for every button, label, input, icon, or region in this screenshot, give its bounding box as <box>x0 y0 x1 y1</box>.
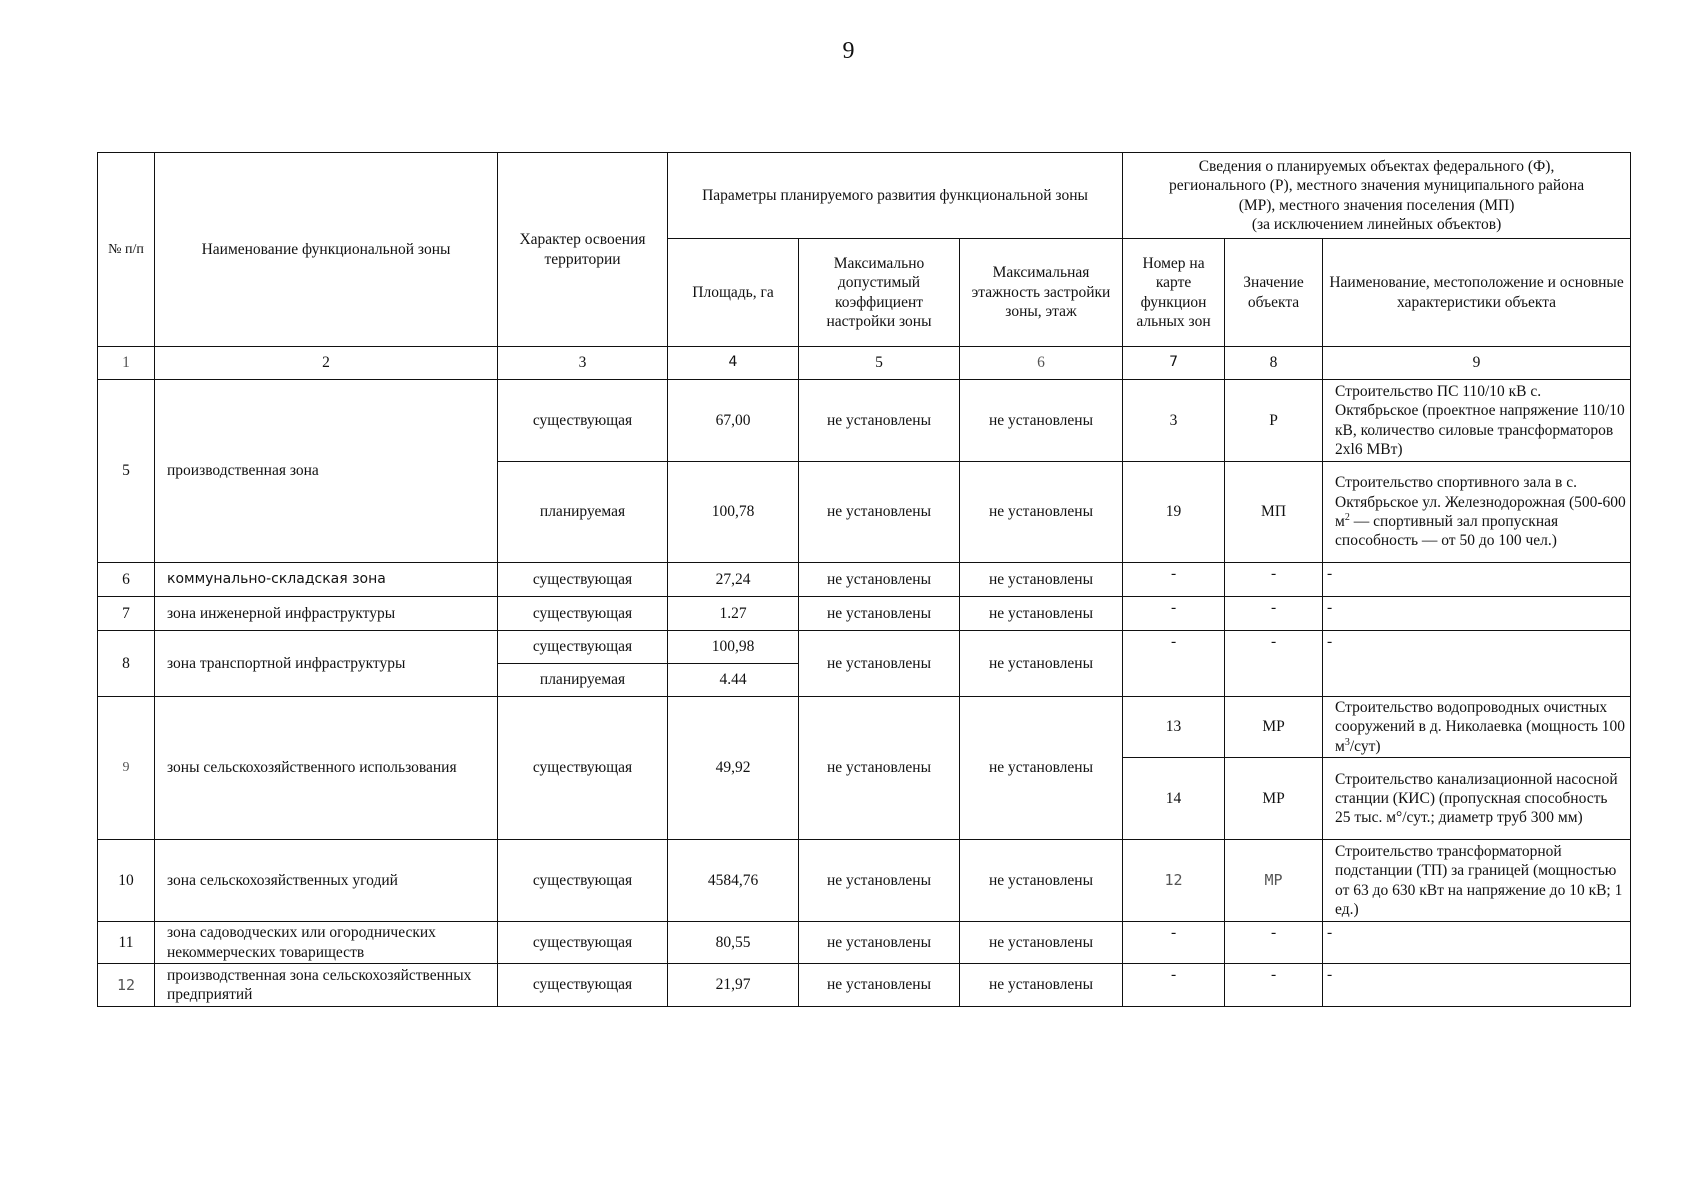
table-row <box>98 922 1631 964</box>
map-number: - <box>1123 922 1225 964</box>
object-significance: - <box>1225 964 1323 1007</box>
header-col-number: № п/п <box>98 153 155 347</box>
object-text: Строительство водопроводных очистных сооружений в д. Николаевка (мощность 100 м <box>1335 699 1626 755</box>
header-object-significance: Значение объекта <box>1225 239 1323 347</box>
object-significance: - <box>1225 597 1323 631</box>
column-number: 7 <box>1123 347 1225 380</box>
object-description: Строительство трансформаторной подстанции (ТП) за границей (мощностью от 63 до 630 кВт на напряжение до 10 кВ; 1 ед.) <box>1323 840 1631 922</box>
map-number: 14 <box>1123 758 1225 840</box>
territory-character: существующая <box>498 380 668 462</box>
header-max-coefficient: Максимально допустимый коэффициент настройки зоны <box>799 239 960 347</box>
coefficient-value: не установлены <box>799 922 960 964</box>
coefficient-value: не установлены <box>799 597 960 631</box>
object-description: - <box>1323 563 1631 597</box>
object-description: Строительство ПС 110/10 кВ с. Октябрьское (проектное напряжение 110/10 кВ, количество силовые трансформаторов 2xl6 МВт) <box>1323 380 1631 462</box>
floors-value: не установлены <box>960 597 1123 631</box>
column-number: 8 <box>1225 347 1323 380</box>
floors-value: не установлены <box>960 964 1123 1007</box>
row-number: 10 <box>98 840 155 922</box>
header-planned-objects-line2: регионального (Р), местного значения муниципального района <box>1168 177 1585 195</box>
map-number: - <box>1123 964 1225 1007</box>
header-max-floors: Максимальная этажность застройки зоны, этаж <box>960 239 1123 347</box>
territory-character: существующая <box>498 922 668 964</box>
row-number: 5 <box>98 380 155 563</box>
header-zone-name: Наименование функциональной зоны <box>155 153 498 347</box>
row-number: 9 <box>98 697 155 840</box>
territory-character: существующая <box>498 697 668 840</box>
header-map-number: Номер на карте функцион альных зон <box>1123 239 1225 347</box>
column-number: 9 <box>1323 347 1631 380</box>
coefficient-value: не установлены <box>799 697 960 840</box>
column-number: 4 <box>668 347 799 380</box>
object-significance: Р <box>1225 380 1323 462</box>
map-number: 12 <box>1123 840 1225 922</box>
superscript: 3 <box>1344 736 1350 748</box>
territory-character: существующая <box>498 563 668 597</box>
map-number: - <box>1123 631 1225 697</box>
object-description: - <box>1323 631 1631 697</box>
header-planned-objects <box>1123 153 1631 239</box>
territory-character: существующая <box>498 597 668 631</box>
coefficient-value: не установлены <box>799 563 960 597</box>
column-number: 5 <box>799 347 960 380</box>
zone-name: зона садоводческих или огороднических некоммерческих товариществ <box>155 922 498 964</box>
object-significance: МР <box>1225 697 1323 758</box>
object-description: Строительство канализационной насосной станции (КИС) (пропускная способность 25 тыс. м°/сут.; диаметр труб 300 мм) <box>1323 758 1631 840</box>
table-row <box>98 380 1631 462</box>
area-value: 67,00 <box>668 380 799 462</box>
table-row <box>98 563 1631 597</box>
territory-character: существующая <box>498 631 668 664</box>
header-row-1 <box>98 153 1631 239</box>
header-area: Площадь, га <box>668 239 799 347</box>
floors-value: не установлены <box>960 840 1123 922</box>
header-planned-objects-line1: Сведения о планируемых объектах федерального (Ф), <box>1198 157 1555 175</box>
header-object-description: Наименование, местоположение и основные характеристики объекта <box>1323 239 1631 347</box>
zone-name: производственная зона <box>155 380 498 563</box>
floors-value: не установлены <box>960 922 1123 964</box>
object-significance: - <box>1225 631 1323 697</box>
header-planned-objects-line3: (МР), местного значения поселения (МП) <box>1238 196 1515 214</box>
area-value: 100,98 <box>668 631 799 664</box>
table-row <box>98 597 1631 631</box>
floors-value: не установлены <box>960 563 1123 597</box>
object-text: — спортивный зал пропускная способность — от 50 до 100 чел.) <box>1335 513 1559 550</box>
object-description: - <box>1323 964 1631 1007</box>
page-number: 9 <box>842 38 855 64</box>
area-value: 27,24 <box>668 563 799 597</box>
column-number: 1 <box>98 347 155 380</box>
floors-value: не установлены <box>960 462 1123 563</box>
zone-name: зона транспортной инфраструктуры <box>155 631 498 697</box>
zone-name: производственная зона сельскохозяйственных предприятий <box>155 964 498 1007</box>
header-planned-objects-line4: (за исключением линейных объектов) <box>1251 215 1502 233</box>
area-value: 49,92 <box>668 697 799 840</box>
coefficient-value: не установлены <box>799 840 960 922</box>
map-number: - <box>1123 563 1225 597</box>
area-value: 21,97 <box>668 964 799 1007</box>
object-text: Строительство спортивного зала в с. Октябрьское ул. Железнодорожная (500-600 м <box>1335 474 1626 531</box>
area-value: 80,55 <box>668 922 799 964</box>
table-row <box>98 840 1631 922</box>
column-number: 3 <box>498 347 668 380</box>
zone-name: зона инженерной инфраструктуры <box>155 597 498 631</box>
object-description <box>1323 697 1631 758</box>
map-number: 13 <box>1123 697 1225 758</box>
object-description: - <box>1323 597 1631 631</box>
territory-character: существующая <box>498 840 668 922</box>
header-territory-character: Характер освоения территории <box>498 153 668 347</box>
object-significance: - <box>1225 922 1323 964</box>
area-value: 4.44 <box>668 664 799 697</box>
functional-zones-table <box>97 152 1631 1007</box>
coefficient-value: не установлены <box>799 964 960 1007</box>
coefficient-value: не установлены <box>799 380 960 462</box>
column-number: 2 <box>155 347 498 380</box>
object-text: /сут) <box>1349 737 1381 755</box>
map-number: - <box>1123 597 1225 631</box>
column-number: 6 <box>960 347 1123 380</box>
object-description <box>1323 462 1631 563</box>
superscript: 2 <box>1344 511 1350 523</box>
map-number: 3 <box>1123 380 1225 462</box>
row-number: 8 <box>98 631 155 697</box>
area-value: 4584,76 <box>668 840 799 922</box>
column-number-row <box>98 347 1631 380</box>
object-significance: - <box>1225 563 1323 597</box>
table-row <box>98 697 1631 758</box>
object-significance: МР <box>1225 758 1323 840</box>
object-significance: МР <box>1225 840 1323 922</box>
coefficient-value: не установлены <box>799 462 960 563</box>
zone-name: коммунально-складская зона <box>155 563 498 597</box>
floors-value: не установлены <box>960 697 1123 840</box>
territory-character: планируемая <box>498 462 668 563</box>
table-row <box>98 964 1631 1007</box>
row-number: 12 <box>98 964 155 1007</box>
territory-character: планируемая <box>498 664 668 697</box>
floors-value: не установлены <box>960 631 1123 697</box>
row-number: 6 <box>98 563 155 597</box>
object-significance: МП <box>1225 462 1323 563</box>
row-number: 11 <box>98 922 155 964</box>
area-value: 100,78 <box>668 462 799 563</box>
table-row <box>98 631 1631 664</box>
floors-value: не установлены <box>960 380 1123 462</box>
row-number: 7 <box>98 597 155 631</box>
map-number: 19 <box>1123 462 1225 563</box>
territory-character: существующая <box>498 964 668 1007</box>
coefficient-value: не установлены <box>799 631 960 697</box>
object-description: - <box>1323 922 1631 964</box>
header-development-params: Параметры планируемого развития функциональной зоны <box>668 153 1123 239</box>
zone-name: зоны сельскохозяйственного использования <box>155 697 498 840</box>
area-value: 1.27 <box>668 597 799 631</box>
zone-name: зона сельскохозяйственных угодий <box>155 840 498 922</box>
